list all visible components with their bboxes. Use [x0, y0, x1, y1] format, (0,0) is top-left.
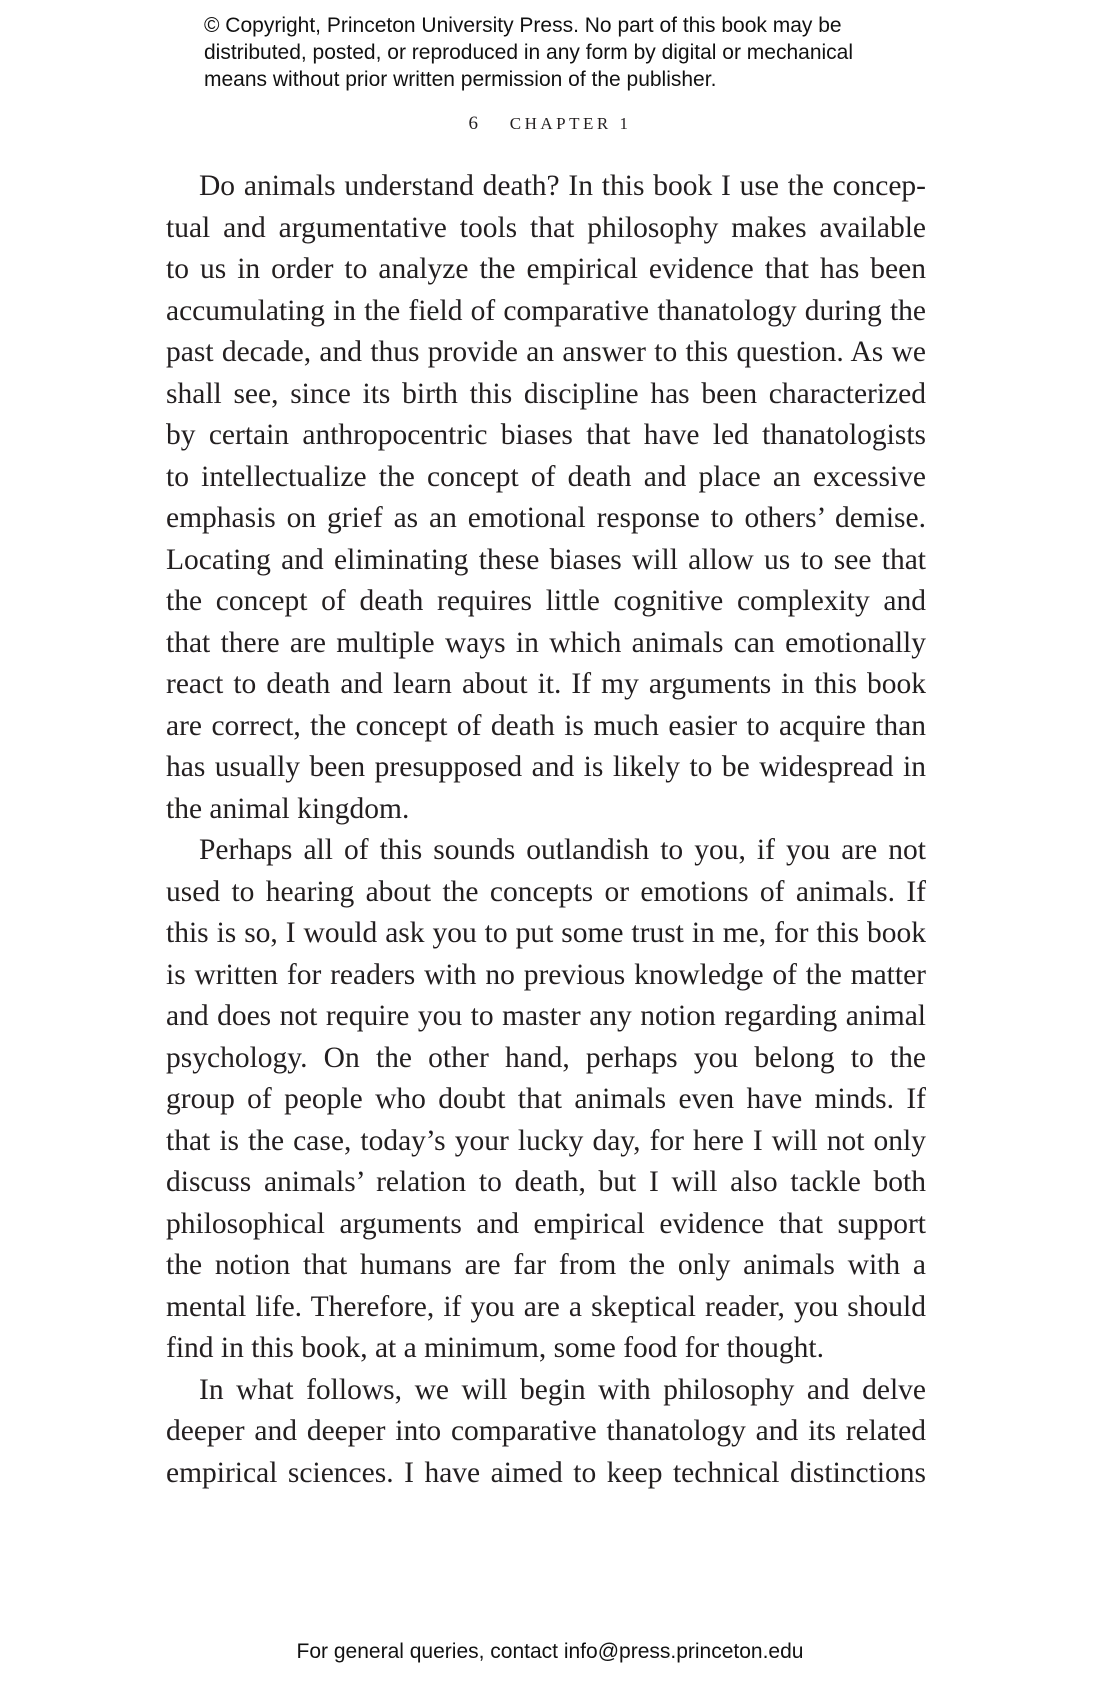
text-line: accumulating in the field of comparative thanatology during the — [166, 294, 926, 327]
text-line: empirical sciences. I have aimed to keep technical distinctions — [166, 1456, 926, 1489]
text-line: the concept of death requires little cognitive complexity and — [166, 585, 926, 617]
text-line: this is so, I would ask you to put some trust in me, for this book — [166, 917, 926, 949]
paragraph — [166, 1370, 926, 1495]
text-line: are correct, the concept of death is much easier to acquire than — [166, 709, 926, 742]
paragraph — [166, 166, 926, 830]
text-line: discuss animals’ relation to death, but I will also tackle both — [166, 1166, 926, 1198]
copyright-notice — [204, 12, 964, 93]
body-text — [166, 166, 926, 1494]
text-line: psychology. On the other hand, perhaps you belong to the — [166, 1041, 926, 1074]
text-line: deeper and deeper into comparative thanatology and its related — [166, 1415, 926, 1447]
text-line: the animal kingdom. — [166, 792, 410, 825]
text-line: emphasis on grief as an emotional response to others’ demise. — [166, 502, 926, 534]
text-line: to us in order to analyze the empirical evidence that has been — [166, 253, 926, 285]
text-line: to intellectualize the concept of death and place an excessive — [166, 460, 926, 493]
text-line: by certain anthropocentric biases that have led thanatologists — [166, 419, 926, 451]
copyright-line: means without prior written permission of the publisher. — [204, 68, 717, 91]
text-line: has usually been presupposed and is likely to be widespread in — [166, 751, 926, 783]
copyright-line: distributed, posted, or reproduced in any form by digital or mechanical — [204, 41, 854, 64]
text-line: group of people who doubt that animals even have minds. If — [166, 1083, 926, 1115]
text-line: mental life. Therefore, if you are a skeptical reader, you should — [166, 1290, 926, 1323]
page-number: 6 — [468, 113, 479, 134]
text-line: find in this book, at a minimum, some food for thought. — [166, 1332, 824, 1364]
text-line: is written for readers with no previous knowledge of the matter — [166, 958, 926, 991]
text-line: the notion that humans are far from the only animals with a — [166, 1249, 926, 1281]
chapter-label: CHAPTER 1 — [509, 114, 632, 133]
text-line: In what follows, we will begin with philosophy and delve — [199, 1373, 926, 1406]
running-head — [0, 113, 1100, 135]
text-line: that there are multiple ways in which animals can emotionally — [166, 626, 926, 659]
copyright-line: © Copyright, Princeton University Press. No part of this book may be — [204, 14, 842, 37]
text-line: shall see, since its birth this discipline has been characterized — [166, 377, 926, 410]
text-line: past decade, and thus provide an answer to this question. As we — [166, 336, 926, 368]
text-line: used to hearing about the concepts or emotions of animals. If — [166, 875, 926, 908]
text-line: and does not require you to master any notion regarding animal — [166, 1000, 926, 1032]
text-line: react to death and learn about it. If my arguments in this book — [166, 668, 926, 700]
text-line: tual and argumentative tools that philosophy makes available — [166, 211, 926, 244]
text-line: Perhaps all of this sounds outlandish to you, if you are not — [199, 834, 926, 866]
paragraph — [166, 830, 926, 1370]
text-line: philosophical arguments and empirical evidence that support — [166, 1207, 926, 1240]
footer-contact: For general queries, contact info@press.princeton.edu — [296, 1640, 804, 1663]
text-line: Locating and eliminating these biases will allow us to see that — [166, 543, 926, 576]
text-line: Do animals understand death? In this book I use the concep- — [199, 170, 926, 202]
text-line: that is the case, today’s your lucky day, for here I will not only — [166, 1124, 926, 1157]
